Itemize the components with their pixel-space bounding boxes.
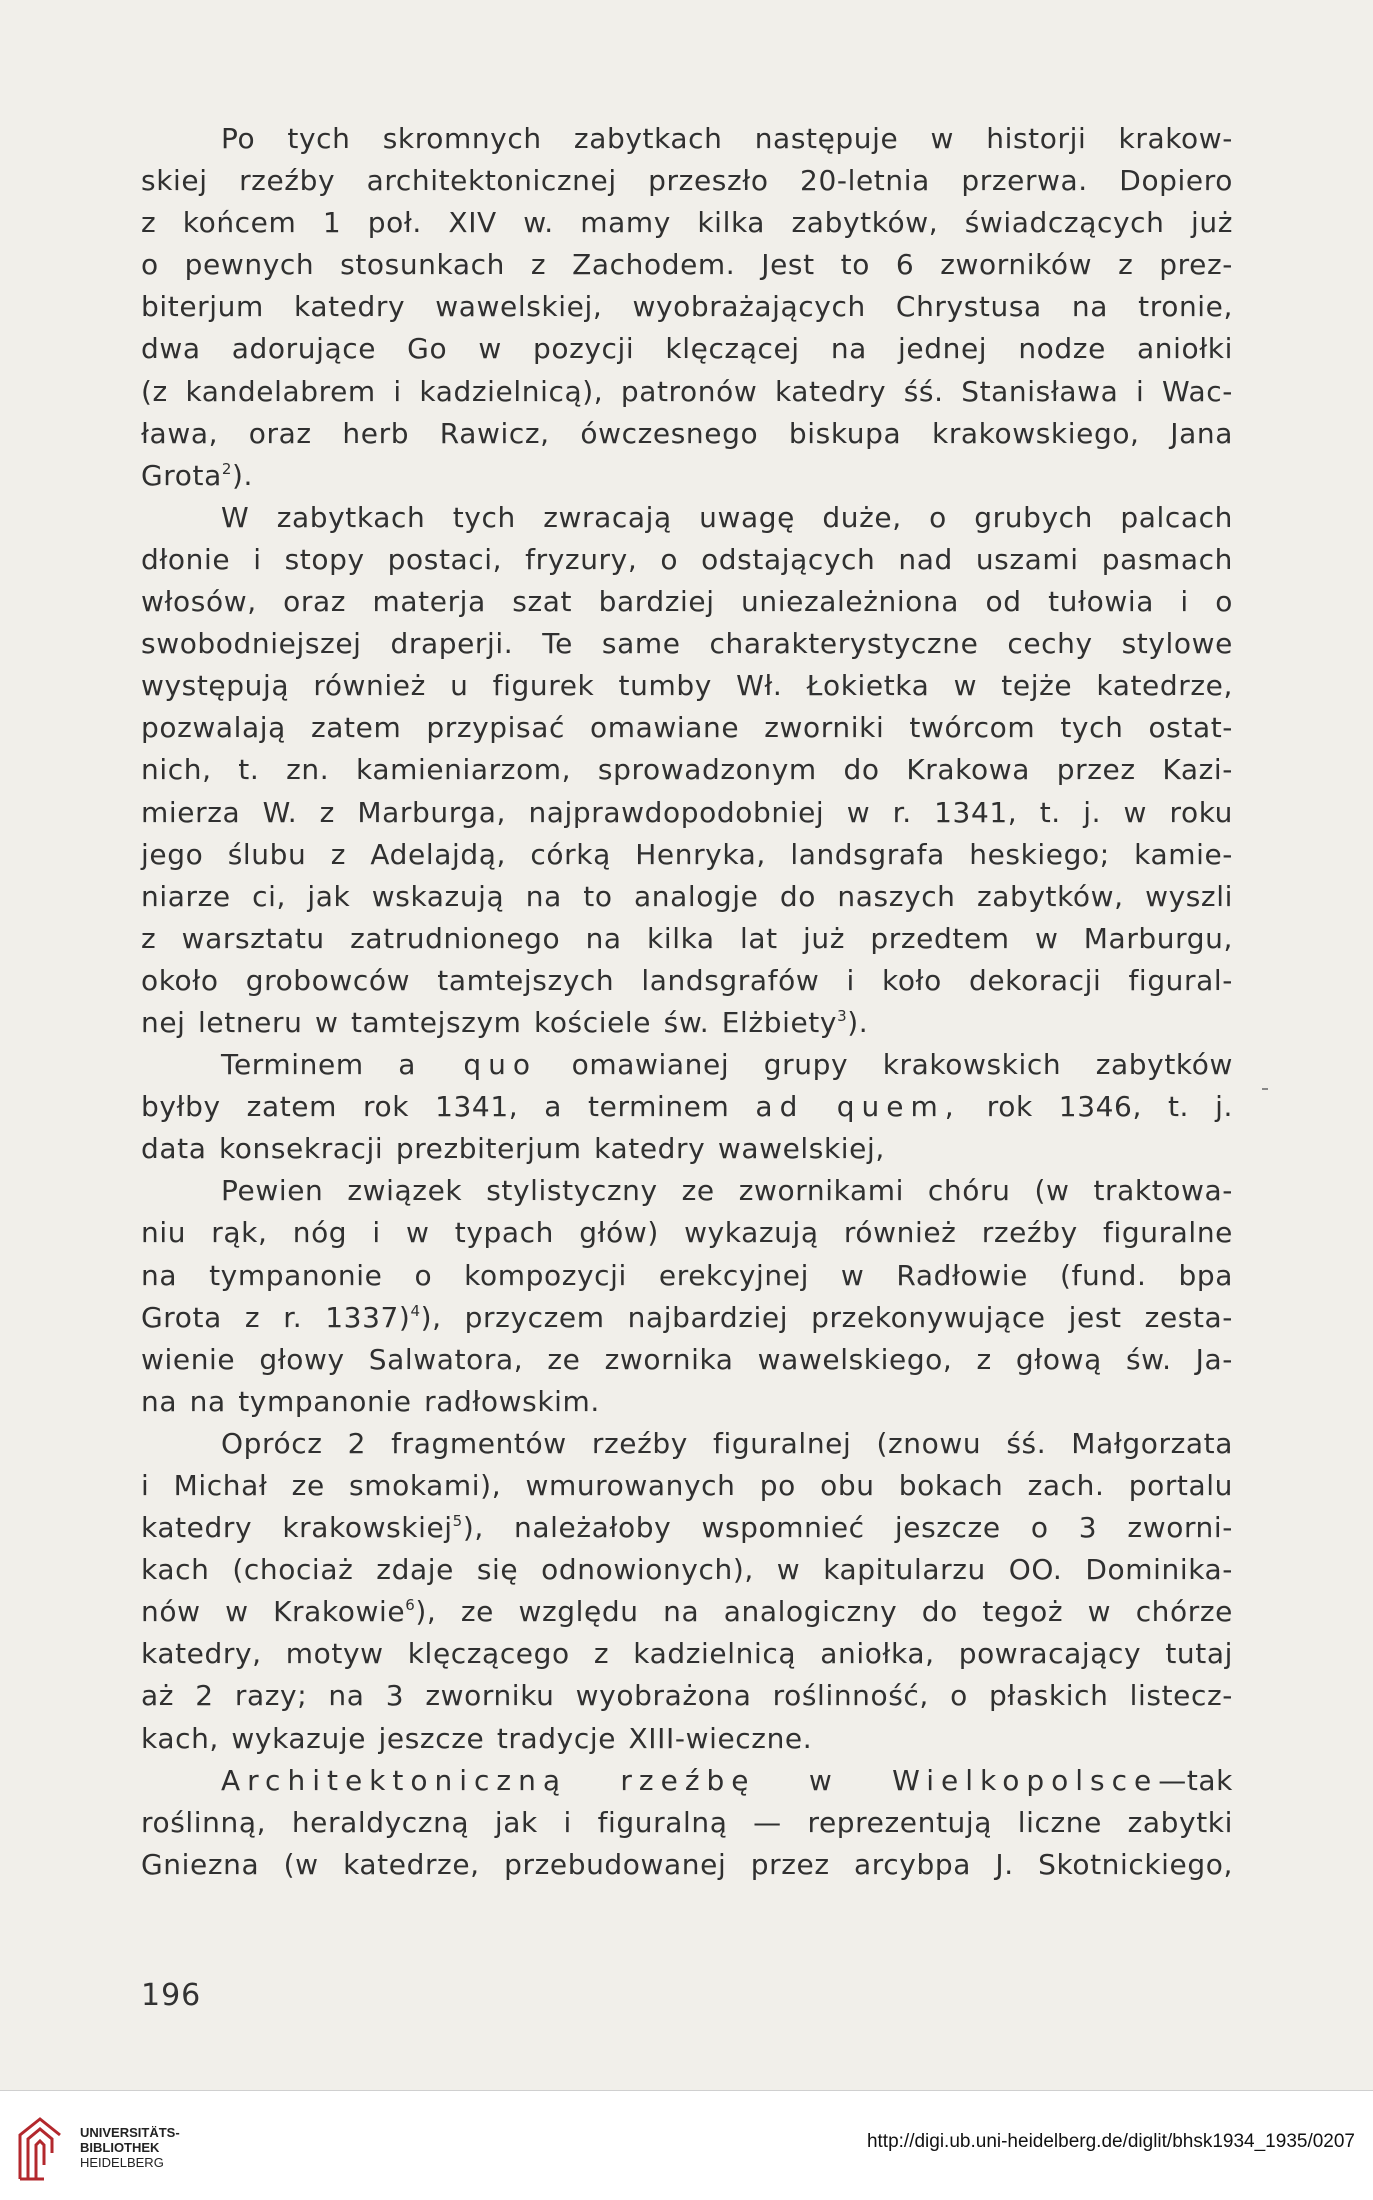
text-line: aż 2 razy; na 3 zworniku wyobrażona roślinność, o płaskich listecz- <box>141 1679 1233 1713</box>
text-line: nich, t. zn. kamieniarzom, sprowadzonym do Krakowa przez Kazi- <box>141 753 1233 787</box>
text-line: kach (chociaż zdaje się odnowionych), w kapitularzu OO. Dominika- <box>141 1553 1233 1587</box>
margin-mark <box>1262 1088 1268 1090</box>
library-name-line: HEIDELBERG <box>80 2155 164 2170</box>
text-line <box>141 1297 1233 1339</box>
text-line: biterjum katedry wawelskiej, wyobrażających Chrystusa na tronie, <box>141 290 1233 324</box>
text-line: Po tych skromnych zabytkach następuje w historji krakow- <box>221 122 1233 155</box>
text-line: mierza W. z Marburga, najprawdopodobniej w r. 1341, t. j. w roku <box>141 795 1233 829</box>
text-line: skiej rzeźby architektonicznej przeszło 20-letnia przerwa. Dopiero <box>141 164 1233 198</box>
library-name-line: UNIVERSITÄTS- <box>80 2125 180 2140</box>
spaced-heading-phrase: Architektoniczną rzeźbę w Wielkopolsce <box>221 1763 1159 1797</box>
text-fragment: ), ze względu na analogiczny do tegoż w chórze <box>415 1595 1233 1629</box>
text-line: Pewien związek stylistyczny ze zwornikami chóru (w traktowa- <box>221 1174 1233 1208</box>
library-name <box>80 2125 180 2170</box>
paragraph-3 <box>141 1044 1233 1170</box>
source-url-link[interactable]: http://digi.ub.uni-heidelberg.de/diglit/bhsk1934_1935/0207 <box>866 2131 1355 2152</box>
text-fragment: Terminem <box>221 1048 364 1082</box>
latin-term-ad-quem: ad quem, <box>755 1090 961 1124</box>
text-line: ława, oraz herb Rawicz, ówczesnego biskupa krakowskiego, Jana <box>141 416 1233 450</box>
text-line: roślinną, heraldyczną jak i figuralną — reprezentują liczne zabytki <box>141 1805 1233 1839</box>
paragraph-6 <box>141 1760 1233 1886</box>
text-line: na tympanonie o kompozycji erekcyjnej w Radłowie (fund. bpa <box>141 1258 1233 1292</box>
text-line: około grobowców tamtejszych landsgrafów i koło dekoracji figural- <box>141 963 1233 997</box>
text-line: (z kandelabrem i kadzielnicą), patronów katedry śś. Stanisława i Wac- <box>141 374 1233 408</box>
footnote-marker: 4 <box>410 1301 421 1320</box>
paragraph-1 <box>141 118 1233 497</box>
page-number: 196 <box>141 1978 202 2013</box>
text-line: na na tympanonie radłowskim. <box>141 1384 600 1418</box>
footnote-marker: 6 <box>405 1596 416 1615</box>
text-line: data konsekracji prezbiterjum katedry wawelskiej, <box>141 1132 885 1166</box>
text-fragment: Grota <box>141 458 222 492</box>
paragraph-4 <box>141 1170 1233 1423</box>
footnote-marker: 3 <box>837 1006 848 1025</box>
text-fragment: ). <box>232 458 254 492</box>
body-text <box>141 118 1233 1886</box>
latin-term-a-quo: a quo <box>398 1048 538 1082</box>
text-line: pozwalają zatem przypisać omawiane zworniki twórcom tych ostat- <box>141 711 1233 745</box>
text-line <box>141 455 1233 497</box>
text-line <box>141 1002 1233 1044</box>
text-line <box>141 1591 1233 1633</box>
text-line: z końcem 1 poł. XIV w. mamy kilka zabytków, świadczących już <box>141 206 1233 240</box>
text-line: Gniezna (w katedrze, przebudowanej przez arcybpa J. Skotnickiego, <box>141 1847 1233 1881</box>
paragraph-2 <box>141 497 1233 1044</box>
text-fragment: omawianej grupy krakowskich zabytków <box>571 1048 1233 1082</box>
text-fragment: nej letneru w tamtejszym kościele św. Elżbiety <box>141 1005 838 1039</box>
text-fragment: ), przyczem najbardziej przekonywujące jest zesta- <box>420 1300 1234 1334</box>
footnote-marker: 2 <box>221 459 233 478</box>
paragraph-5 <box>141 1423 1233 1760</box>
text-line: i Michał ze smokami), wmurowanych po obu bokach zach. portalu <box>141 1469 1233 1502</box>
text-fragment: katedry krakowskiej <box>141 1511 453 1545</box>
text-fragment: byłby zatem rok 1341, a terminem <box>141 1090 730 1124</box>
text-line: swobodniejszej draperji. Te same charakterystyczne cechy stylowe <box>141 627 1233 661</box>
text-line: Oprócz 2 fragmentów rzeźby figuralnej (znowu śś. Małgorzata <box>221 1426 1233 1460</box>
text-line: wienie głowy Salwatora, ze zwornika wawelskiego, z głową św. Ja- <box>141 1342 1233 1376</box>
text-line <box>141 1044 1233 1086</box>
text-line: niu rąk, nóg i w typach głów) wykazują również rzeźby figuralne <box>141 1216 1233 1250</box>
text-line <box>141 1760 1233 1802</box>
text-line <box>141 1507 1233 1549</box>
text-line: katedry, motyw klęczącego z kadzielnicą aniołka, powracający tutaj <box>141 1637 1233 1671</box>
text-line: dłonie i stopy postaci, fryzury, o odstających nad uszami pasmach <box>141 542 1233 576</box>
digitization-footer <box>0 2090 1373 2200</box>
text-fragment: rok 1346, t. j. <box>986 1090 1233 1124</box>
text-line: o pewnych stosunkach z Zachodem. Jest to 6 zworników z prez- <box>141 248 1233 282</box>
text-line: W zabytkach tych zwracają uwagę duże, o grubych palcach <box>221 500 1233 534</box>
text-fragment: nów w Krakowie <box>141 1595 406 1629</box>
ub-heidelberg-logo-icon[interactable] <box>14 2113 66 2183</box>
text-line: niarze ci, jak wskazują na to analogje do naszych zabytków, wyszli <box>141 879 1233 913</box>
text-line: dwa adorujące Go w pozycji klęczącej na jednej nodze aniołki <box>141 332 1233 366</box>
text-line: występują również u figurek tumby Wł. Łokietka w tejże katedrze, <box>141 669 1233 703</box>
text-line: z warsztatu zatrudnionego na kilka lat już przedtem w Marburgu, <box>141 921 1233 955</box>
text-fragment: ). <box>847 1005 869 1039</box>
text-line: włosów, oraz materja szat bardziej uniezależniona od tułowia i o <box>141 585 1233 619</box>
text-line <box>141 1086 1233 1128</box>
text-fragment: Grota z r. 1337) <box>141 1300 411 1334</box>
text-line: kach, wykazuje jeszcze tradycje XIII-wieczne. <box>141 1721 813 1755</box>
text-fragment: —tak <box>1158 1763 1233 1797</box>
text-line: jego ślubu z Adelajdą, córką Henryka, landsgrafa heskiego; kamie- <box>141 837 1233 871</box>
footnote-marker: 5 <box>452 1512 463 1531</box>
library-name-line: BIBLIOTHEK <box>80 2140 160 2155</box>
text-fragment: ), należałoby wspomnieć jeszcze o 3 zworni- <box>462 1511 1233 1545</box>
